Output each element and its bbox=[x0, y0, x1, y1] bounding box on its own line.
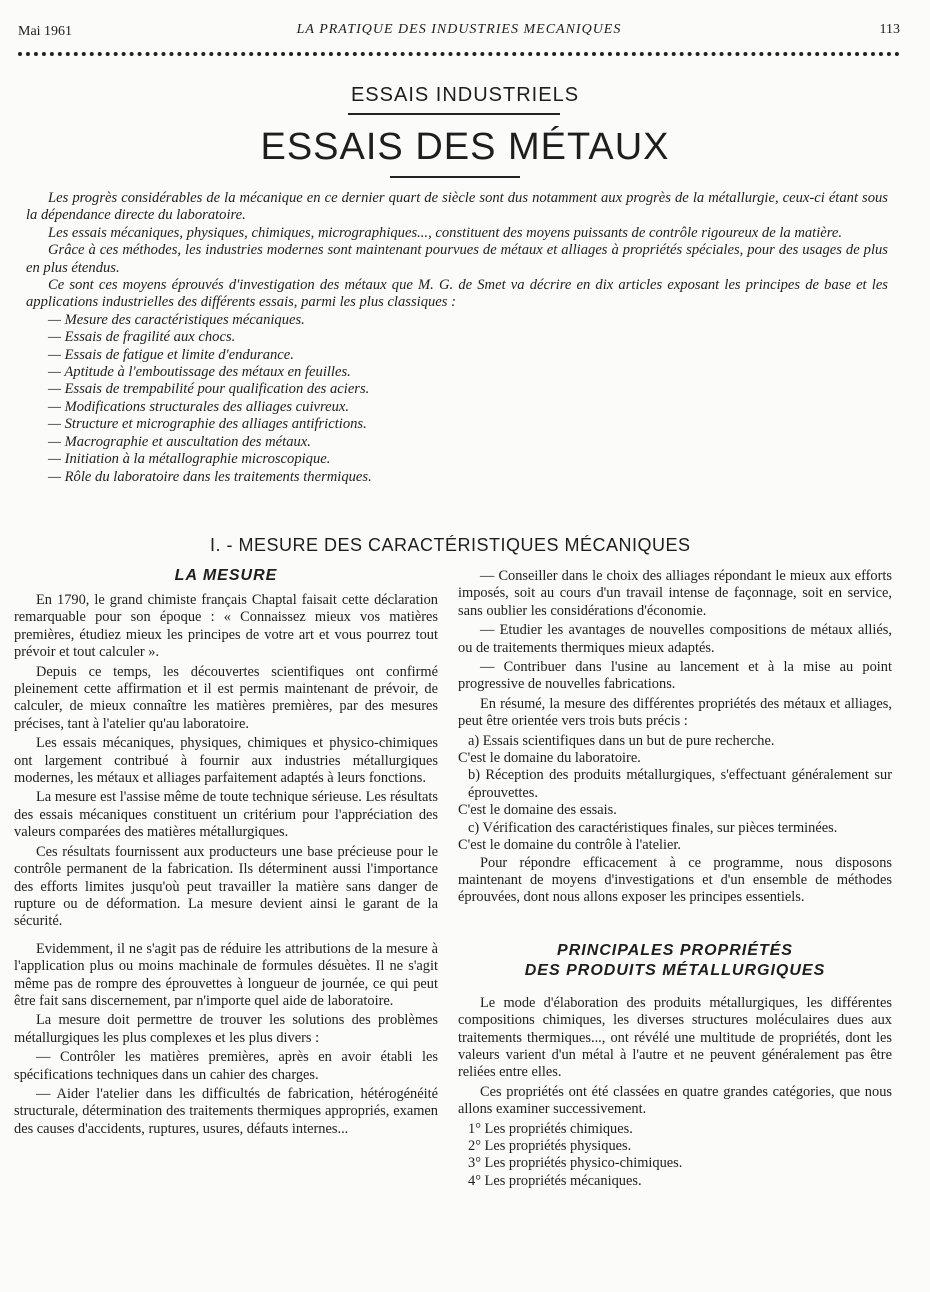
list-item: 1° Les propriétés chimiques. bbox=[468, 1120, 633, 1137]
list-item: — Mesure des caractéristiques mécaniques. bbox=[48, 311, 305, 328]
body-paragraph: — Contrôler les matières premières, après en avoir établi les spécifications techniques dans un cahier des charges. bbox=[14, 1049, 438, 1083]
aim-item: a) Essais scientifiques dans un but de pure recherche. bbox=[468, 732, 775, 749]
body-paragraph: Les essais mécaniques, physiques, chimiques et physico-chimiques ont largement contribué à fournir aux industries métallurgiques modernes, les métaux et alliages parfaitement adaptés à leurs fonctions. bbox=[14, 735, 438, 787]
section-kicker: ESSAIS INDUSTRIELS bbox=[350, 84, 580, 106]
list-item: — Structure et micrographie des alliages antifrictions. bbox=[48, 416, 367, 433]
list-item: — Essais de fatigue et limite d'endurance. bbox=[48, 346, 294, 363]
journal-title: LA PRATIQUE DES INDUSTRIES MECANIQUES bbox=[296, 22, 622, 37]
list-item: 2° Les propriétés physiques. bbox=[468, 1137, 632, 1154]
aims-list bbox=[458, 733, 892, 855]
dotted-divider bbox=[18, 52, 900, 56]
list-item: — Essais de fragilité aux chocs. bbox=[48, 329, 236, 346]
aim-item: c) Vérification des caractéristiques finales, sur pièces terminées. bbox=[468, 819, 838, 836]
body-paragraph: — Contribuer dans l'usine au lancement et à la mise au point progressive de nouvelles fabrications. bbox=[458, 659, 892, 693]
body-paragraph: La mesure est l'assise même de toute technique sérieuse. Les résultats des essais mécaniques constituent un critérium pour l'appréciation des valeurs comparées des matières métallurgiques. bbox=[14, 789, 438, 841]
list-item: — Rôle du laboratoire dans les traitements thermiques. bbox=[48, 468, 372, 485]
aim-note: C'est le domaine des essais. bbox=[458, 802, 617, 819]
title-underline bbox=[390, 176, 520, 178]
article-series-list bbox=[26, 312, 888, 486]
list-item: 4° Les propriétés mécaniques. bbox=[468, 1172, 642, 1189]
subsection-heading-line: DES PRODUITS MÉTALLURGIQUES bbox=[524, 961, 826, 979]
body-paragraph: Pour répondre efficacement à ce programme, nous disposons maintenant de moyens d'investigations et d'un ensemble de méthodes éprouvées, dont nous allons exposer les principes essentiels. bbox=[458, 854, 892, 906]
intro-paragraph: Grâce à ces méthodes, les industries modernes sont maintenant pourvues de métaux et alliages à propriétés spéciales, pour des usages de plus en plus étendus. bbox=[26, 242, 888, 276]
list-item: — Initiation à la métallographie microscopique. bbox=[48, 451, 331, 468]
properties-list bbox=[458, 1121, 892, 1191]
issue-date: Mai 1961 bbox=[18, 24, 73, 39]
running-header bbox=[18, 18, 900, 40]
right-column bbox=[458, 568, 892, 1190]
body-paragraph: La mesure doit permettre de trouver les solutions des problèmes métallurgiques les plus complexes et les plus divers : bbox=[14, 1012, 438, 1046]
body-paragraph: Evidemment, il ne s'agit pas de réduire les attributions de la mesure à l'application plus ou moins machinale de formules désuètes. Il ne s'agit même pas de rompre des éprouvettes à longueur de journée, ce qui peut être fait sans discernement, par n'importe quel aide de laboratoire. bbox=[14, 940, 438, 1009]
intro-paragraph: Les essais mécaniques, physiques, chimiques, micrographiques..., constituent des moyens puissants de contrôle rigoureux de la matière. bbox=[48, 224, 843, 241]
subsection-heading-line: PRINCIPALES PROPRIÉTÉS bbox=[557, 941, 793, 959]
body-paragraph: Depuis ce temps, les découvertes scientifiques ont confirmé pleinement cette affirmation et il est permis maintenant de prévoir, de calculer, de mieux connaître les matières premières, par des mesures précises, tant à l'atelier qu'au laboratoire. bbox=[14, 663, 438, 732]
aim-note: C'est le domaine du contrôle à l'atelier. bbox=[458, 837, 681, 854]
page-number: 113 bbox=[879, 22, 900, 37]
list-item: — Modifications structurales des alliages cuivreux. bbox=[48, 398, 350, 415]
body-paragraph: Ces résultats fournissent aux producteurs une base précieuse pour le contrôle permanent de la fabrication. Ils déterminent aussi l'importance des efforts limites jusqu'où peut travailler la matière sans danger de rupture ou de déformation. La mesure devient ainsi le garant de la sécurité. bbox=[14, 843, 438, 930]
left-column bbox=[14, 566, 438, 1140]
section-title: I. - MESURE DES CARACTÉRISTIQUES MÉCANIQUES bbox=[210, 535, 691, 555]
body-paragraph: En 1790, le grand chimiste français Chaptal faisait cette déclaration remarquable pour son époque : « Connaissez mieux vos matières premières, étudiez mieux les principes de votre art et vous pourrez tout prévoir et tout calculer ». bbox=[14, 592, 438, 661]
body-paragraph: — Etudier les avantages de nouvelles compositions de métaux alliés, ou de traitements thermiques mieux adaptés. bbox=[458, 622, 892, 656]
aim-item: b) Réception des produits métallurgiques, s'effectuant généralement sur éprouvettes. bbox=[468, 767, 892, 801]
kicker-underline bbox=[348, 113, 560, 115]
article-title: ESSAIS DES MÉTAUX bbox=[260, 126, 670, 168]
body-paragraph: Le mode d'élaboration des produits métallurgiques, les différentes compositions chimiques, les diverses structures moléculaires dues aux traitements thermiques..., ont révélé une multitude de propriétés, dont les valeurs varient d'un métal à l'autre et ne peuvent généralement pas être reliées entre elles. bbox=[458, 994, 892, 1081]
aim-note: C'est le domaine du laboratoire. bbox=[458, 750, 641, 767]
body-paragraph: — Aider l'atelier dans les difficultés de fabrication, hétérogénéité structurale, détermination des traitements thermiques appropriés, examen des causes d'accidents, ruptures, usures, défauts internes... bbox=[14, 1085, 438, 1137]
list-item: — Essais de trempabilité pour qualification des aciers. bbox=[48, 381, 370, 398]
body-paragraph: En résumé, la mesure des différentes propriétés des métaux et alliages, peut être orientée vers trois buts précis : bbox=[458, 695, 892, 730]
list-item: — Aptitude à l'emboutissage des métaux en feuilles. bbox=[48, 364, 351, 381]
body-paragraph: — Conseiller dans le choix des alliages répondant le mieux aux efforts imposés, soit au cours d'un travail intense de façonnage, soit en service, sans oublier les considérations d'économie. bbox=[458, 568, 892, 619]
body-paragraph: Ces propriétés ont été classées en quatre grandes catégories, que nous allons examiner successivement. bbox=[458, 1083, 892, 1118]
intro-paragraph: Les progrès considérables de la mécanique en ce dernier quart de siècle sont dus notamment aux progrès de la métallurgie, ceux-ci étant sous la dépendance directe du laboratoire. bbox=[26, 190, 888, 224]
subsection-heading bbox=[458, 941, 892, 981]
intro-paragraph: Ce sont ces moyens éprouvés d'investigation des métaux que M. G. de Smet va décrire en dix articles exposant les principes de base et les applications industrielles des différents essais, parmi les plus classiques : bbox=[26, 277, 888, 311]
list-item: — Macrographie et auscultation des métaux. bbox=[48, 433, 311, 450]
subsection-heading: LA MESURE bbox=[174, 567, 278, 584]
intro-block bbox=[26, 190, 888, 486]
list-item: 3° Les propriétés physico-chimiques. bbox=[468, 1155, 683, 1172]
